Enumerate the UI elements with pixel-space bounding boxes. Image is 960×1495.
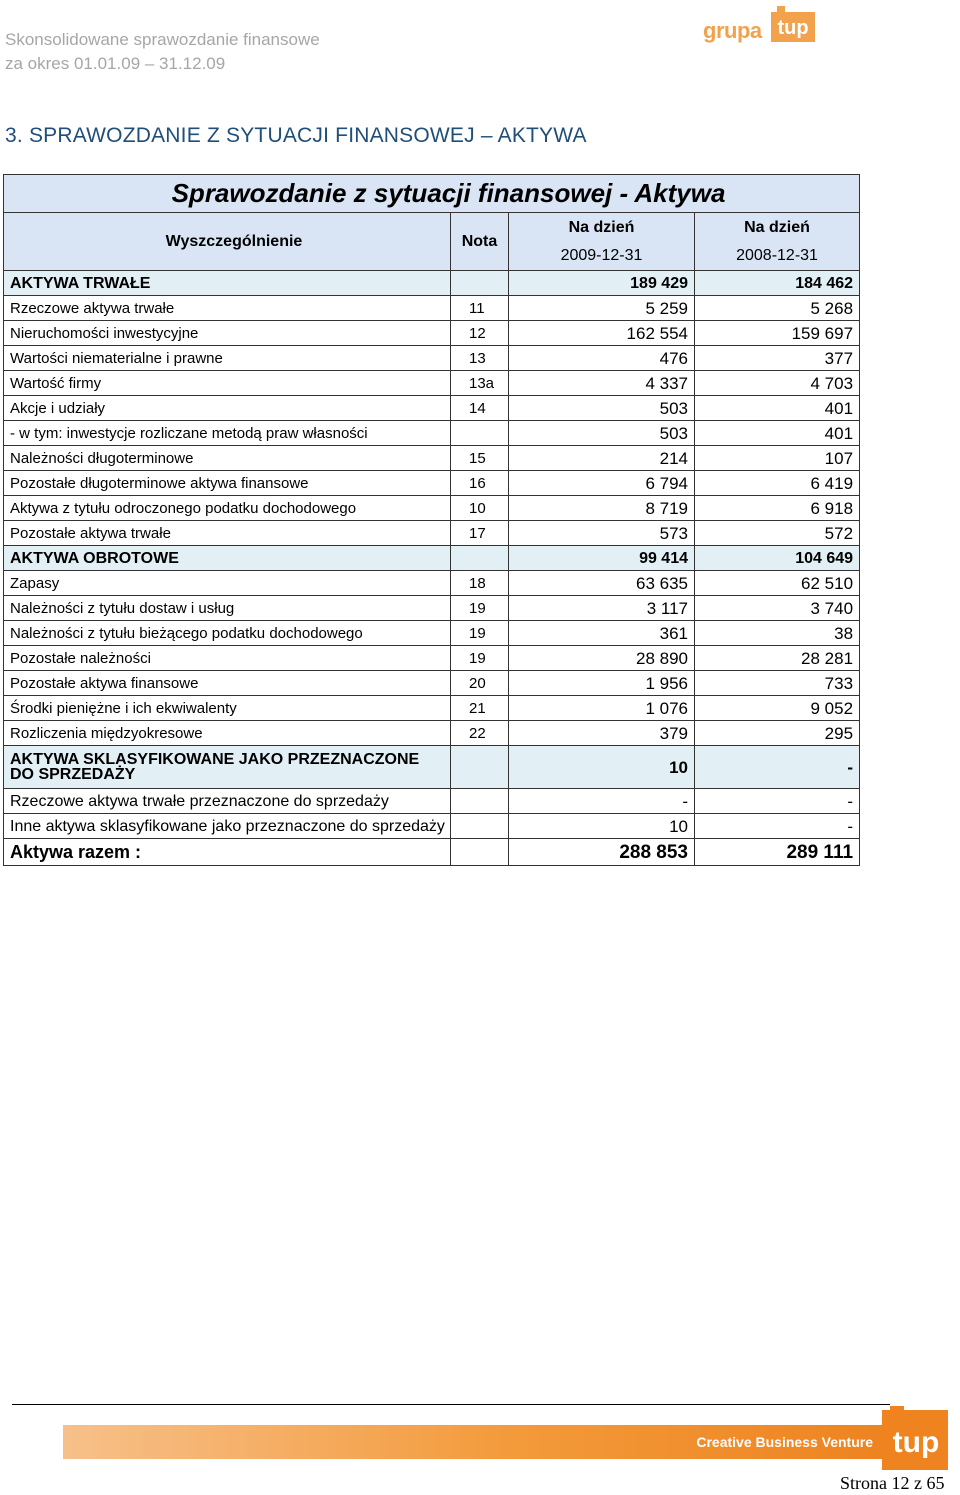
row-value-2008: - [695,746,860,789]
row-label: Inne aktywa sklasyfikowane jako przeznaczone do sprzedaży [4,814,451,839]
table-row [4,721,860,746]
row-value-2009: 476 [509,346,695,371]
row-label: Rozliczenia międzyokresowe [4,721,451,746]
row-label: - w tym: inwestycje rozliczane metodą praw własności [4,421,451,446]
table-row [4,839,860,866]
row-value-2008: 401 [695,421,860,446]
row-nota: 13 [451,346,509,371]
report-title: Skonsolidowane sprawozdanie finansowe [5,30,320,49]
column-header-date: 2009-12-31 [560,247,643,264]
row-value-2008: 289 111 [695,839,860,866]
footer-banner [63,1425,887,1459]
table-row [4,521,860,546]
table-row [4,471,860,496]
row-value-2008: 733 [695,671,860,696]
row-nota: 16 [451,471,509,496]
table-row [4,346,860,371]
row-value-2009: 99 414 [509,546,695,571]
grupa-tup-logo [703,6,815,48]
row-nota [451,546,509,571]
row-value-2008: 38 [695,621,860,646]
table-row [4,296,860,321]
row-label: Rzeczowe aktywa trwałe [4,296,451,321]
row-label: Nieruchomości inwestycyjne [4,321,451,346]
column-header-2008 [695,213,860,271]
row-value-2008: 5 268 [695,296,860,321]
section-title: 3. SPRAWOZDANIE Z SYTUACJI FINANSOWEJ – AKTYWA [5,124,587,147]
table-title: Sprawozdanie z sytuacji finansowej - Aktywa [4,175,860,213]
table-row [4,371,860,396]
table-row [4,496,860,521]
row-value-2009: 63 635 [509,571,695,596]
row-label: AKTYWA TRWAŁE [4,271,451,296]
row-nota: 22 [451,721,509,746]
row-nota [451,421,509,446]
table-row [4,546,860,571]
logo-mark-text: tup [777,17,809,39]
row-value-2009: 8 719 [509,496,695,521]
row-value-2009: 573 [509,521,695,546]
row-value-2008: 184 462 [695,271,860,296]
row-label: AKTYWA OBROTOWE [4,546,451,571]
row-value-2009: 6 794 [509,471,695,496]
row-value-2008: 9 052 [695,696,860,721]
page-number: Strona 12 z 65 [840,1473,945,1493]
table-row [4,814,860,839]
row-nota: 19 [451,596,509,621]
row-value-2008: 6 918 [695,496,860,521]
row-label: Należności z tytułu bieżącego podatku dochodowego [4,621,451,646]
row-label: Należności z tytułu dostaw i usług [4,596,451,621]
row-value-2008: 295 [695,721,860,746]
row-label: Wartość firmy [4,371,451,396]
row-value-2009: 361 [509,621,695,646]
table-row [4,746,860,789]
row-nota: 17 [451,521,509,546]
row-value-2008: 28 281 [695,646,860,671]
logo-text: grupa [703,18,762,43]
column-header-date: 2008-12-31 [736,247,818,264]
row-label: Akcje i udziały [4,396,451,421]
table-row [4,789,860,814]
row-value-2008: 62 510 [695,571,860,596]
table-row [4,396,860,421]
row-value-2008: 104 649 [695,546,860,571]
row-label: Należności długoterminowe [4,446,451,471]
row-nota [451,271,509,296]
column-header-label: Na dzień [568,219,635,236]
footer-tup-logo-icon [880,1406,950,1474]
row-label: Pozostałe aktywa trwałe [4,521,451,546]
row-label: Wartości niematerialne i prawne [4,346,451,371]
row-nota [451,746,509,789]
row-nota [451,789,509,814]
row-value-2009: 379 [509,721,695,746]
row-value-2009: 4 337 [509,371,695,396]
row-label: AKTYWA SKLASYFIKOWANE JAKO PRZEZNACZONE DO SPRZEDAŻY [4,746,451,789]
footer-divider [12,1404,890,1405]
row-value-2009: 214 [509,446,695,471]
row-nota: 19 [451,621,509,646]
footer-logo-mark-text: tup [892,1426,940,1459]
column-header-name: Wyszczególnienie [4,213,451,271]
row-label: Aktywa razem : [4,839,451,866]
row-nota: 20 [451,671,509,696]
row-value-2009: 1 956 [509,671,695,696]
row-nota: 15 [451,446,509,471]
row-label: Rzeczowe aktywa trwałe przeznaczone do sprzedaży [4,789,451,814]
row-value-2008: 377 [695,346,860,371]
table-row [4,596,860,621]
row-label: Zapasy [4,571,451,596]
report-period: za okres 01.01.09 – 31.12.09 [5,54,226,73]
row-value-2009: 503 [509,421,695,446]
table-row [4,271,860,296]
column-header-2009 [509,213,695,271]
row-label: Pozostałe długoterminowe aktywa finansowe [4,471,451,496]
assets-table [3,174,860,866]
row-nota: 13a [451,371,509,396]
row-nota: 19 [451,646,509,671]
table-row [4,421,860,446]
tup-logo-icon [771,6,815,46]
row-nota: 21 [451,696,509,721]
table-row [4,571,860,596]
row-value-2009: 288 853 [509,839,695,866]
row-value-2008: 572 [695,521,860,546]
row-value-2008: - [695,789,860,814]
row-label: Pozostałe aktywa finansowe [4,671,451,696]
row-value-2008: 159 697 [695,321,860,346]
row-value-2008: 107 [695,446,860,471]
row-value-2008: 6 419 [695,471,860,496]
row-value-2008: 3 740 [695,596,860,621]
column-header-label: Na dzień [744,219,810,236]
row-label: Środki pieniężne i ich ekwiwalenty [4,696,451,721]
row-nota: 11 [451,296,509,321]
row-value-2009: 1 076 [509,696,695,721]
row-value-2009: 503 [509,396,695,421]
row-value-2009: 3 117 [509,596,695,621]
row-label: Pozostałe należności [4,646,451,671]
row-nota: 10 [451,496,509,521]
row-value-2009: 162 554 [509,321,695,346]
row-value-2008: 4 703 [695,371,860,396]
row-value-2009: 10 [509,746,695,789]
row-value-2008: - [695,814,860,839]
row-nota [451,814,509,839]
row-nota [451,839,509,866]
row-value-2009: 5 259 [509,296,695,321]
table-row [4,321,860,346]
column-header-nota: Nota [451,213,509,271]
table-row [4,646,860,671]
row-nota: 14 [451,396,509,421]
footer-banner-text: Creative Business Venture [696,1434,873,1450]
row-value-2009: 189 429 [509,271,695,296]
table-row [4,671,860,696]
table-row [4,621,860,646]
row-value-2009: - [509,789,695,814]
row-label: Aktywa z tytułu odroczonego podatku dochodowego [4,496,451,521]
row-value-2009: 10 [509,814,695,839]
row-nota: 12 [451,321,509,346]
table-row [4,446,860,471]
row-value-2009: 28 890 [509,646,695,671]
row-nota: 18 [451,571,509,596]
table-row [4,696,860,721]
row-value-2008: 401 [695,396,860,421]
